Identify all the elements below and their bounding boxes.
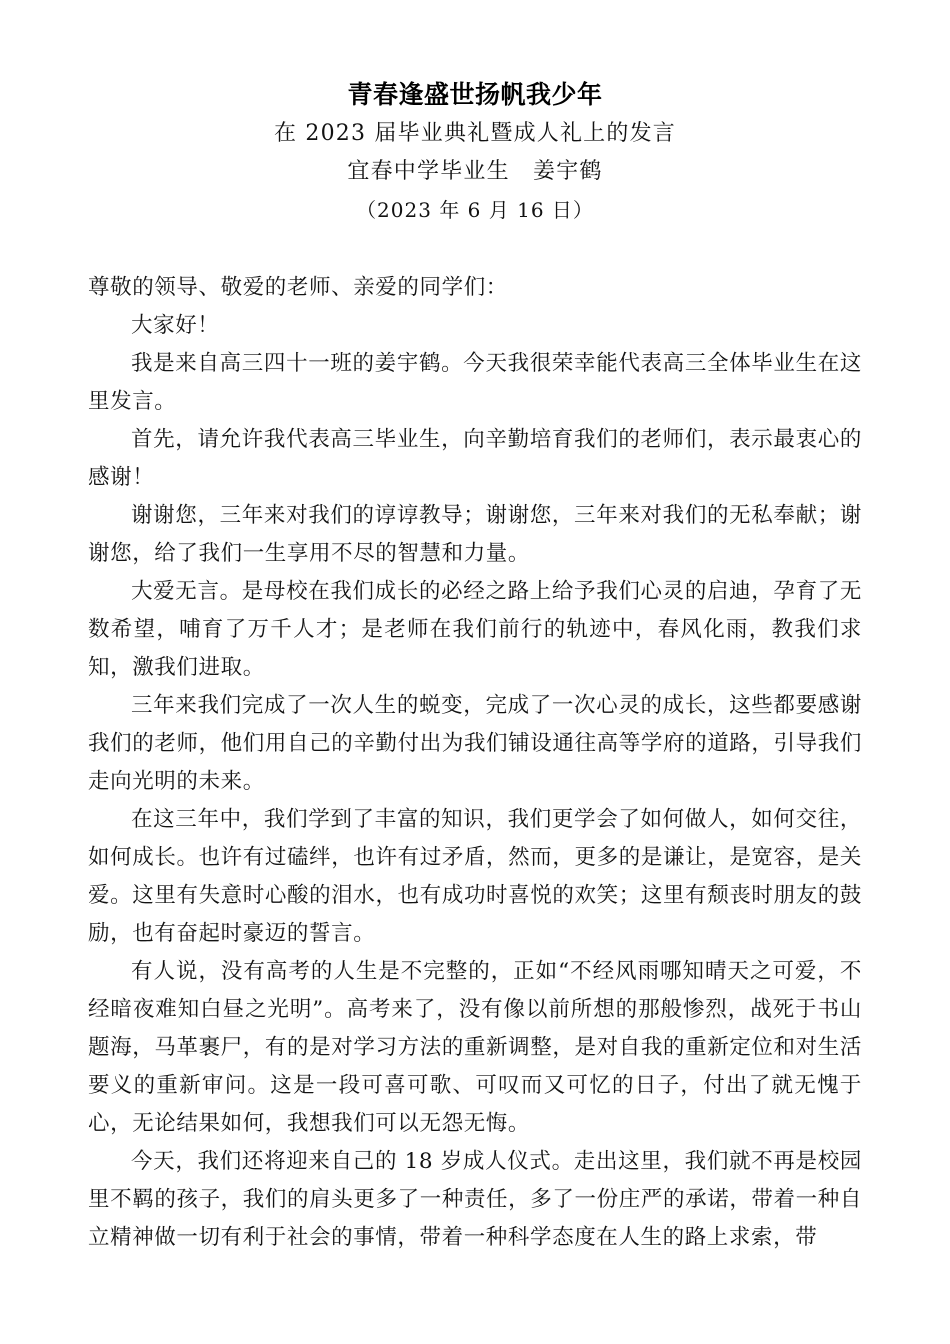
body-paragraph: 三年来我们完成了一次人生的蜕变，完成了一次心灵的成长，这些都要感谢我们的老师，他们用自己的辛勤付出为我们铺设通往高等学府的道路，引导我们走向光明的未来。 <box>88 693 862 794</box>
document-subtitle: 在 2023 届毕业典礼暨成人礼上的发言 <box>274 121 676 146</box>
document-body <box>0 269 950 1257</box>
body-paragraph: 谢谢您，三年来对我们的谆谆教导；谢谢您，三年来对我们的无私奉献；谢谢您，给了我们一生享用不尽的智慧和力量。 <box>88 503 862 566</box>
body-paragraph: 在这三年中，我们学到了丰富的知识，我们更学会了如何做人，如何交往，如何成长。也许有过磕绊，也许有过矛盾，然而，更多的是谦让，是宽容，是关爱。这里有失意时心酸的泪水，也有成功时喜悦的欢笑；这里有颓丧时朋友的鼓励，也有奋起时豪迈的誓言。 <box>88 807 862 946</box>
salutation-line: 尊敬的领导、敬爱的老师、亲爱的同学们： <box>88 275 508 300</box>
document-byline: 宜春中学毕业生 姜宇鹤 <box>347 159 603 184</box>
body-paragraph: 大爱无言。是母校在我们成长的必经之路上给予我们心灵的启迪，孕育了无数希望，哺育了万千人才；是老师在我们前行的轨迹中，春风化雨，教我们求知，激我们进取。 <box>88 579 862 680</box>
body-paragraph: 今天，我们还将迎来自己的 18 岁成人仪式。走出这里，我们就不再是校园里不羁的孩子，我们的肩头更多了一种责任，多了一份庄严的承诺，带着一种自立精神做一切有利于社会的事情，带着一种科学态度在人生的路上求索，带 <box>88 1149 862 1250</box>
document-date: （2023 年 6 月 16 日） <box>356 198 594 222</box>
body-paragraph: 大家好！ <box>131 313 220 338</box>
page-title: 青春逢盛世扬帆我少年 <box>347 80 603 109</box>
body-paragraph: 首先，请允许我代表高三毕业生，向辛勤培育我们的老师们，表示最衷心的感谢！ <box>88 427 862 490</box>
document-header <box>0 0 950 227</box>
body-paragraph: 有人说，没有高考的人生是不完整的，正如“不经风雨哪知晴天之可爱，不经暗夜难知白昼之光明”。高考来了，没有像以前所想的那般惨烈，战死于书山题海，马革裹尸，有的是对学习方法的重新调整，是对自我的重新定位和对生活要义的重新审问。这是一段可喜可歌、可叹而又可忆的日子，付出了就无愧于心，无论结果如何，我想我们可以无怨无悔。 <box>88 959 862 1136</box>
body-paragraph: 我是来自高三四十一班的姜宇鹤。今天我很荣幸能代表高三全体毕业生在这里发言。 <box>88 351 862 414</box>
